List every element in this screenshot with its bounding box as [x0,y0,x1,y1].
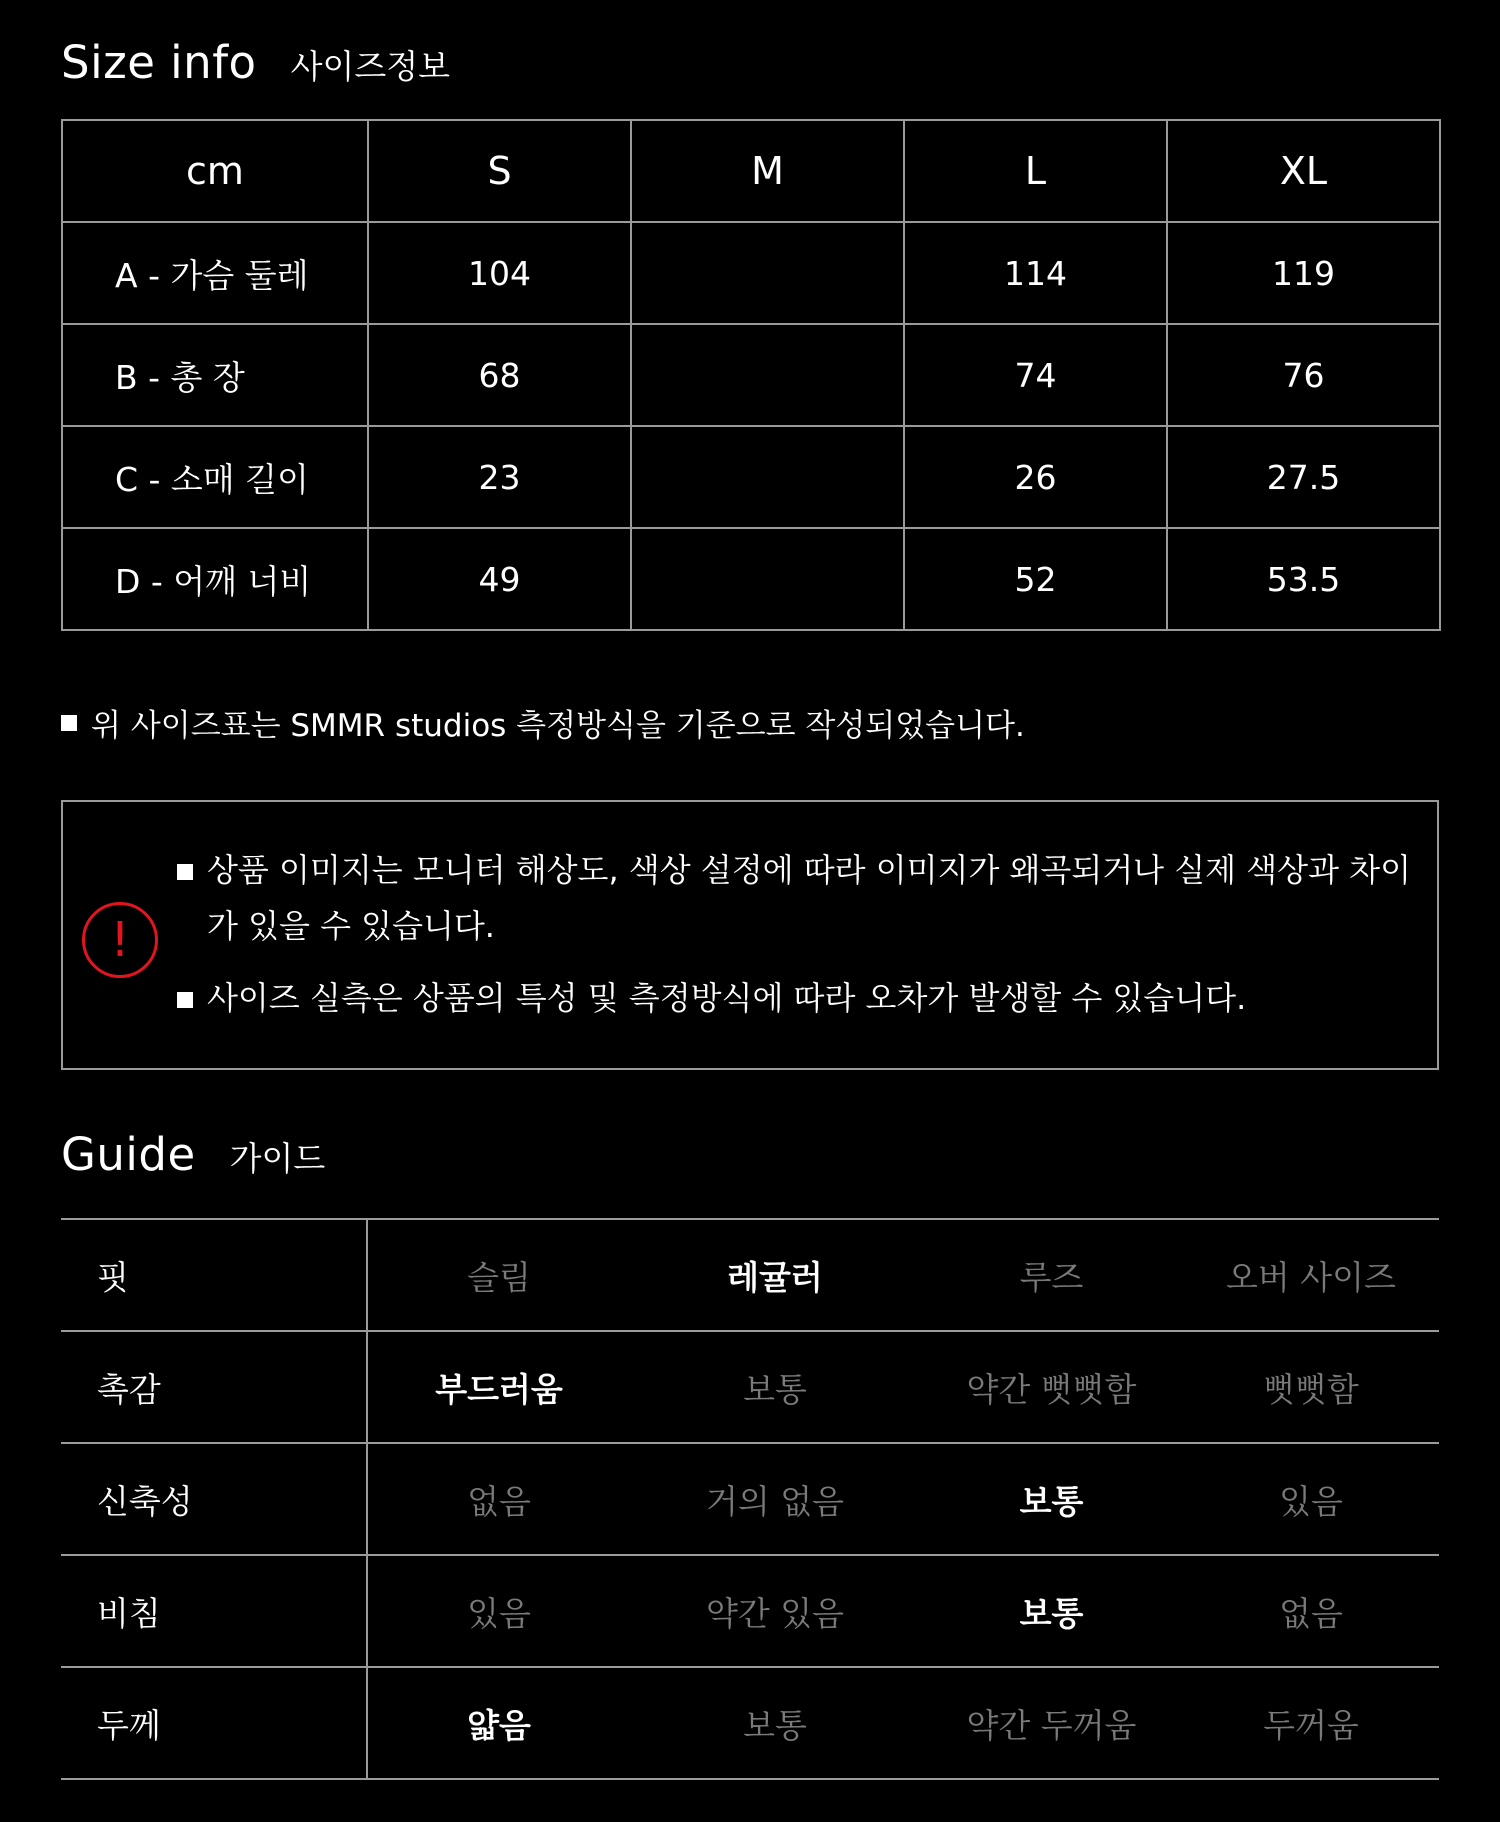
guide-row [61,1555,1439,1667]
size-table-row [62,426,1440,528]
size-table-row [62,528,1440,630]
size-table-header-row [62,120,1440,222]
size-cell: 74 [904,324,1167,426]
guide-row-label: 신축성 [61,1443,367,1555]
square-bullet-icon [177,992,193,1008]
size-info-title: Size info [61,36,257,89]
guide-option-selected: 부드러움 [367,1331,630,1443]
square-bullet-icon [61,715,77,731]
guide-option: 있음 [1183,1443,1439,1555]
size-info-heading [61,36,450,89]
size-row-label: C - 소매 길이 [62,426,368,528]
size-cell: 27.5 [1167,426,1440,528]
guide-option: 두꺼움 [1183,1667,1439,1779]
warning-text: 상품 이미지는 모니터 해상도, 색상 설정에 따라 이미지가 왜곡되거나 실제 색상과 차이가 있을 수 있습니다. [207,851,1411,945]
warning-box [61,800,1439,1070]
guide-option: 슬림 [367,1219,630,1331]
size-cell [631,324,904,426]
guide-row [61,1667,1439,1779]
size-table [61,119,1441,631]
guide-option: 약간 두꺼움 [920,1667,1183,1779]
guide-option: 약간 있음 [630,1555,920,1667]
size-cell: 76 [1167,324,1440,426]
exclamation-circle-icon: ! [82,902,158,978]
size-table-row [62,222,1440,324]
size-note [61,700,1025,745]
guide-option: 보통 [630,1331,920,1443]
guide-option: 루즈 [920,1219,1183,1331]
size-header-cell: L [904,120,1167,222]
guide-row [61,1331,1439,1443]
size-cell [631,528,904,630]
guide-option: 오버 사이즈 [1183,1219,1439,1331]
guide-row-label: 두께 [61,1667,367,1779]
size-note-text: 위 사이즈표는 SMMR studios 측정방식을 기준으로 작성되었습니다. [91,708,1025,744]
guide-option-selected: 보통 [920,1443,1183,1555]
size-info-subtitle: 사이즈정보 [290,47,450,86]
size-cell: 49 [368,528,631,630]
size-cell [631,426,904,528]
warning-line [177,842,1427,954]
size-row-label: A - 가슴 둘레 [62,222,368,324]
guide-row-label: 핏 [61,1219,367,1331]
size-cell [631,222,904,324]
guide-option-selected: 보통 [920,1555,1183,1667]
size-cell: 68 [368,324,631,426]
size-cell: 104 [368,222,631,324]
size-header-cell: cm [62,120,368,222]
guide-option-selected: 얇음 [367,1667,630,1779]
square-bullet-icon [177,864,193,880]
size-cell: 53.5 [1167,528,1440,630]
guide-subtitle: 가이드 [229,1139,326,1178]
guide-title: Guide [61,1128,196,1181]
warning-line [177,970,1427,1026]
size-row-label: B - 총 장 [62,324,368,426]
guide-table [61,1218,1439,1780]
size-header-cell: M [631,120,904,222]
size-header-cell: XL [1167,120,1440,222]
guide-option: 보통 [630,1667,920,1779]
guide-option: 뻣뻣함 [1183,1331,1439,1443]
size-cell: 119 [1167,222,1440,324]
guide-option: 거의 없음 [630,1443,920,1555]
size-cell: 52 [904,528,1167,630]
guide-option: 없음 [1183,1555,1439,1667]
size-row-label: D - 어깨 너비 [62,528,368,630]
size-cell: 26 [904,426,1167,528]
guide-option: 있음 [367,1555,630,1667]
guide-heading [61,1128,325,1181]
guide-option-selected: 레귤러 [630,1219,920,1331]
size-cell: 23 [368,426,631,528]
warning-text: 사이즈 실측은 상품의 특성 및 측정방식에 따라 오차가 발생할 수 있습니다. [207,979,1247,1017]
guide-row-label: 촉감 [61,1331,367,1443]
size-table-row [62,324,1440,426]
size-cell: 114 [904,222,1167,324]
size-header-cell: S [368,120,631,222]
guide-row [61,1443,1439,1555]
guide-option: 없음 [367,1443,630,1555]
guide-row [61,1219,1439,1331]
guide-row-label: 비침 [61,1555,367,1667]
guide-option: 약간 뻣뻣함 [920,1331,1183,1443]
